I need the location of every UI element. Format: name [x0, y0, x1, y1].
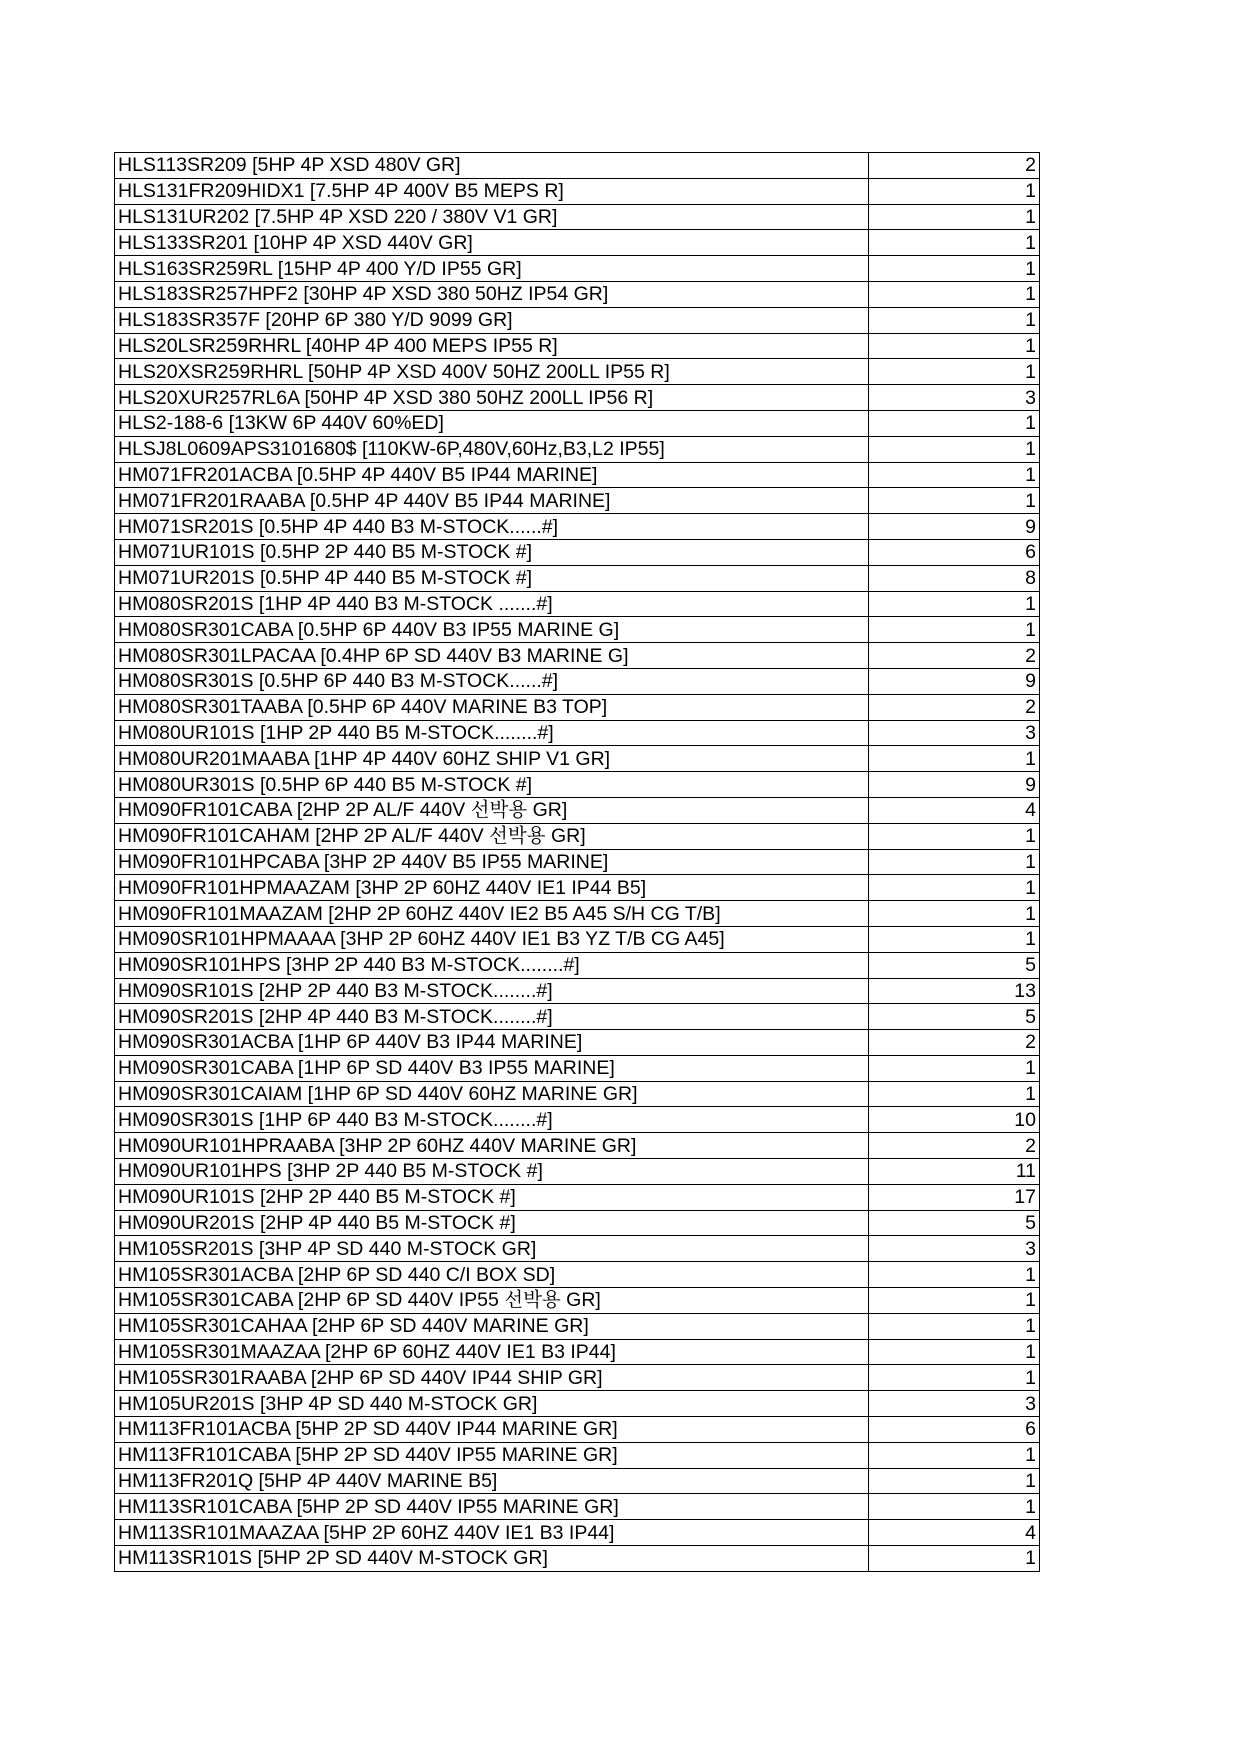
- item-description-cell: HM071UR101S [0.5HP 2P 440 B5 M-STOCK #]: [115, 539, 869, 565]
- table-row: [115, 1494, 1040, 1520]
- table-row: [115, 1236, 1040, 1262]
- quantity-cell: 1: [869, 1262, 1040, 1288]
- inventory-table-body: [115, 153, 1040, 1572]
- item-description-cell: HM090SR301S [1HP 6P 440 B3 M-STOCK........#]: [115, 1107, 869, 1133]
- quantity-cell: 1: [869, 1313, 1040, 1339]
- item-description-cell: HM113FR201Q [5HP 4P 440V MARINE B5]: [115, 1468, 869, 1494]
- table-row: [115, 436, 1040, 462]
- table-row: [115, 1442, 1040, 1468]
- item-description-cell: HM090UR101HPRAABA [3HP 2P 60HZ 440V MARINE GR]: [115, 1133, 869, 1159]
- item-description-cell: HLS20XSR259RHRL [50HP 4P XSD 400V 50HZ 200LL IP55 R]: [115, 359, 869, 385]
- quantity-cell: 1: [869, 436, 1040, 462]
- quantity-cell: 1: [869, 1339, 1040, 1365]
- table-row: [115, 926, 1040, 952]
- quantity-cell: 1: [869, 875, 1040, 901]
- quantity-cell: 1: [869, 230, 1040, 256]
- table-row: [115, 410, 1040, 436]
- table-row: [115, 488, 1040, 514]
- quantity-cell: 6: [869, 539, 1040, 565]
- item-description-cell: HM090FR101CAHAM [2HP 2P AL/F 440V 선박용 GR]: [115, 823, 869, 849]
- table-row: [115, 1055, 1040, 1081]
- table-row: [115, 1546, 1040, 1572]
- quantity-cell: 1: [869, 1365, 1040, 1391]
- table-row: [115, 1184, 1040, 1210]
- item-description-cell: HM105SR301MAAZAA [2HP 6P 60HZ 440V IE1 B3 IP44]: [115, 1339, 869, 1365]
- table-row: [115, 1004, 1040, 1030]
- table-row: [115, 1391, 1040, 1417]
- item-description-cell: HM105SR301CAHAA [2HP 6P SD 440V MARINE GR]: [115, 1313, 869, 1339]
- item-description-cell: HM090FR101HPMAAZAM [3HP 2P 60HZ 440V IE1 IP44 B5]: [115, 875, 869, 901]
- quantity-cell: 1: [869, 178, 1040, 204]
- quantity-cell: 9: [869, 514, 1040, 540]
- quantity-cell: 1: [869, 204, 1040, 230]
- item-description-cell: HM080SR301TAABA [0.5HP 6P 440V MARINE B3 TOP]: [115, 694, 869, 720]
- table-row: [115, 694, 1040, 720]
- table-row: [115, 153, 1040, 179]
- quantity-cell: 1: [869, 849, 1040, 875]
- item-description-cell: HLS133SR201 [10HP 4P XSD 440V GR]: [115, 230, 869, 256]
- quantity-cell: 4: [869, 797, 1040, 823]
- table-row: [115, 1081, 1040, 1107]
- quantity-cell: 1: [869, 307, 1040, 333]
- item-description-cell: HM090SR101HPS [3HP 2P 440 B3 M-STOCK........#]: [115, 952, 869, 978]
- item-description-cell: HM113FR101ACBA [5HP 2P SD 440V IP44 MARINE GR]: [115, 1417, 869, 1443]
- quantity-cell: 3: [869, 1391, 1040, 1417]
- table-row: [115, 307, 1040, 333]
- table-row: [115, 1133, 1040, 1159]
- table-row: [115, 1339, 1040, 1365]
- quantity-cell: 1: [869, 591, 1040, 617]
- item-description-cell: HM090FR101MAAZAM [2HP 2P 60HZ 440V IE2 B5 A45 S/H CG T/B]: [115, 901, 869, 927]
- table-row: [115, 1520, 1040, 1546]
- table-row: [115, 1365, 1040, 1391]
- item-description-cell: HLS2-188-6 [13KW 6P 440V 60%ED]: [115, 410, 869, 436]
- item-description-cell: HM090UR101HPS [3HP 2P 440 B5 M-STOCK #]: [115, 1159, 869, 1185]
- quantity-cell: 2: [869, 1133, 1040, 1159]
- quantity-cell: 1: [869, 256, 1040, 282]
- table-row: [115, 849, 1040, 875]
- quantity-cell: 5: [869, 952, 1040, 978]
- quantity-cell: 2: [869, 643, 1040, 669]
- table-row: [115, 797, 1040, 823]
- quantity-cell: 1: [869, 410, 1040, 436]
- item-description-cell: HM113FR101CABA [5HP 2P SD 440V IP55 MARINE GR]: [115, 1442, 869, 1468]
- item-description-cell: HM080SR301LPACAA [0.4HP 6P SD 440V B3 MARINE G]: [115, 643, 869, 669]
- table-row: [115, 901, 1040, 927]
- table-row: [115, 204, 1040, 230]
- quantity-cell: 6: [869, 1417, 1040, 1443]
- quantity-cell: 1: [869, 1442, 1040, 1468]
- quantity-cell: 2: [869, 153, 1040, 179]
- quantity-cell: 9: [869, 772, 1040, 798]
- table-row: [115, 978, 1040, 1004]
- table-row: [115, 1468, 1040, 1494]
- table-row: [115, 539, 1040, 565]
- table-row: [115, 385, 1040, 411]
- item-description-cell: HM080SR301S [0.5HP 6P 440 B3 M-STOCK......#]: [115, 668, 869, 694]
- table-row: [115, 1288, 1040, 1314]
- item-description-cell: HLS20XUR257RL6A [50HP 4P XSD 380 50HZ 200LL IP56 R]: [115, 385, 869, 411]
- table-row: [115, 952, 1040, 978]
- quantity-cell: 1: [869, 281, 1040, 307]
- quantity-cell: 1: [869, 1546, 1040, 1572]
- table-row: [115, 1262, 1040, 1288]
- table-row: [115, 875, 1040, 901]
- item-description-cell: HM090SR101HPMAAAA [3HP 2P 60HZ 440V IE1 B3 YZ T/B CG A45]: [115, 926, 869, 952]
- item-description-cell: HM090SR301ACBA [1HP 6P 440V B3 IP44 MARINE]: [115, 1030, 869, 1056]
- table-row: [115, 359, 1040, 385]
- item-description-cell: HLS20LSR259RHRL [40HP 4P 400 MEPS IP55 R]: [115, 333, 869, 359]
- quantity-cell: 3: [869, 720, 1040, 746]
- table-row: [115, 720, 1040, 746]
- item-description-cell: HM090SR301CAIAM [1HP 6P SD 440V 60HZ MARINE GR]: [115, 1081, 869, 1107]
- item-description-cell: HLS113SR209 [5HP 4P XSD 480V GR]: [115, 153, 869, 179]
- table-row: [115, 1210, 1040, 1236]
- quantity-cell: 1: [869, 926, 1040, 952]
- table-row: [115, 462, 1040, 488]
- item-description-cell: HM080UR301S [0.5HP 6P 440 B5 M-STOCK #]: [115, 772, 869, 798]
- item-description-cell: HM071FR201ACBA [0.5HP 4P 440V B5 IP44 MARINE]: [115, 462, 869, 488]
- table-row: [115, 1030, 1040, 1056]
- quantity-cell: 5: [869, 1004, 1040, 1030]
- table-row: [115, 256, 1040, 282]
- item-description-cell: HM113SR101MAAZAA [5HP 2P 60HZ 440V IE1 B3 IP44]: [115, 1520, 869, 1546]
- item-description-cell: HM113SR101S [5HP 2P SD 440V M-STOCK GR]: [115, 1546, 869, 1572]
- table-row: [115, 333, 1040, 359]
- table-row: [115, 565, 1040, 591]
- quantity-cell: 1: [869, 1055, 1040, 1081]
- quantity-cell: 1: [869, 1081, 1040, 1107]
- item-description-cell: HM080SR201S [1HP 4P 440 B3 M-STOCK .......#]: [115, 591, 869, 617]
- quantity-cell: 5: [869, 1210, 1040, 1236]
- item-description-cell: HLSJ8L0609APS3101680$ [110KW-6P,480V,60Hz,B3,L2 IP55]: [115, 436, 869, 462]
- quantity-cell: 1: [869, 462, 1040, 488]
- quantity-cell: 1: [869, 901, 1040, 927]
- quantity-cell: 11: [869, 1159, 1040, 1185]
- quantity-cell: 1: [869, 1468, 1040, 1494]
- table-row: [115, 772, 1040, 798]
- quantity-cell: 1: [869, 617, 1040, 643]
- quantity-cell: 1: [869, 333, 1040, 359]
- table-row: [115, 230, 1040, 256]
- quantity-cell: 9: [869, 668, 1040, 694]
- table-row: [115, 178, 1040, 204]
- item-description-cell: HM105SR201S [3HP 4P SD 440 M-STOCK GR]: [115, 1236, 869, 1262]
- item-description-cell: HM080UR101S [1HP 2P 440 B5 M-STOCK........#]: [115, 720, 869, 746]
- quantity-cell: 1: [869, 488, 1040, 514]
- item-description-cell: HM090UR201S [2HP 4P 440 B5 M-STOCK #]: [115, 1210, 869, 1236]
- quantity-cell: 1: [869, 823, 1040, 849]
- item-description-cell: HLS183SR357F [20HP 6P 380 Y/D 9099 GR]: [115, 307, 869, 333]
- quantity-cell: 2: [869, 1030, 1040, 1056]
- table-row: [115, 591, 1040, 617]
- item-description-cell: HM090UR101S [2HP 2P 440 B5 M-STOCK #]: [115, 1184, 869, 1210]
- item-description-cell: HM105SR301CABA [2HP 6P SD 440V IP55 선박용 GR]: [115, 1288, 869, 1314]
- quantity-cell: 4: [869, 1520, 1040, 1546]
- item-description-cell: HM071SR201S [0.5HP 4P 440 B3 M-STOCK......#]: [115, 514, 869, 540]
- item-description-cell: HM105SR301RAABA [2HP 6P SD 440V IP44 SHIP GR]: [115, 1365, 869, 1391]
- item-description-cell: HM080SR301CABA [0.5HP 6P 440V B3 IP55 MARINE G]: [115, 617, 869, 643]
- item-description-cell: HM113SR101CABA [5HP 2P SD 440V IP55 MARINE GR]: [115, 1494, 869, 1520]
- table-row: [115, 746, 1040, 772]
- quantity-cell: 1: [869, 359, 1040, 385]
- item-description-cell: HM105UR201S [3HP 4P SD 440 M-STOCK GR]: [115, 1391, 869, 1417]
- quantity-cell: 1: [869, 746, 1040, 772]
- table-row: [115, 1313, 1040, 1339]
- quantity-cell: 3: [869, 385, 1040, 411]
- table-row: [115, 514, 1040, 540]
- table-row: [115, 281, 1040, 307]
- item-description-cell: HM105SR301ACBA [2HP 6P SD 440 C/I BOX SD]: [115, 1262, 869, 1288]
- item-description-cell: HLS183SR257HPF2 [30HP 4P XSD 380 50HZ IP54 GR]: [115, 281, 869, 307]
- item-description-cell: HM071FR201RAABA [0.5HP 4P 440V B5 IP44 MARINE]: [115, 488, 869, 514]
- table-row: [115, 617, 1040, 643]
- item-description-cell: HLS131UR202 [7.5HP 4P XSD 220 / 380V V1 GR]: [115, 204, 869, 230]
- table-row: [115, 668, 1040, 694]
- item-description-cell: HM090SR101S [2HP 2P 440 B3 M-STOCK........#]: [115, 978, 869, 1004]
- quantity-cell: 17: [869, 1184, 1040, 1210]
- quantity-cell: 3: [869, 1236, 1040, 1262]
- table-row: [115, 1107, 1040, 1133]
- item-description-cell: HM071UR201S [0.5HP 4P 440 B5 M-STOCK #]: [115, 565, 869, 591]
- table-row: [115, 823, 1040, 849]
- item-description-cell: HM090SR301CABA [1HP 6P SD 440V B3 IP55 MARINE]: [115, 1055, 869, 1081]
- quantity-cell: 13: [869, 978, 1040, 1004]
- quantity-cell: 1: [869, 1494, 1040, 1520]
- item-description-cell: HM090FR101HPCABA [3HP 2P 440V B5 IP55 MARINE]: [115, 849, 869, 875]
- table-row: [115, 1417, 1040, 1443]
- item-description-cell: HM080UR201MAABA [1HP 4P 440V 60HZ SHIP V1 GR]: [115, 746, 869, 772]
- quantity-cell: 10: [869, 1107, 1040, 1133]
- item-description-cell: HLS131FR209HIDX1 [7.5HP 4P 400V B5 MEPS R]: [115, 178, 869, 204]
- quantity-cell: 8: [869, 565, 1040, 591]
- item-description-cell: HM090SR201S [2HP 4P 440 B3 M-STOCK........#]: [115, 1004, 869, 1030]
- inventory-table: [114, 152, 1040, 1572]
- quantity-cell: 2: [869, 694, 1040, 720]
- item-description-cell: HM090FR101CABA [2HP 2P AL/F 440V 선박용 GR]: [115, 797, 869, 823]
- item-description-cell: HLS163SR259RL [15HP 4P 400 Y/D IP55 GR]: [115, 256, 869, 282]
- quantity-cell: 1: [869, 1288, 1040, 1314]
- table-row: [115, 643, 1040, 669]
- table-row: [115, 1159, 1040, 1185]
